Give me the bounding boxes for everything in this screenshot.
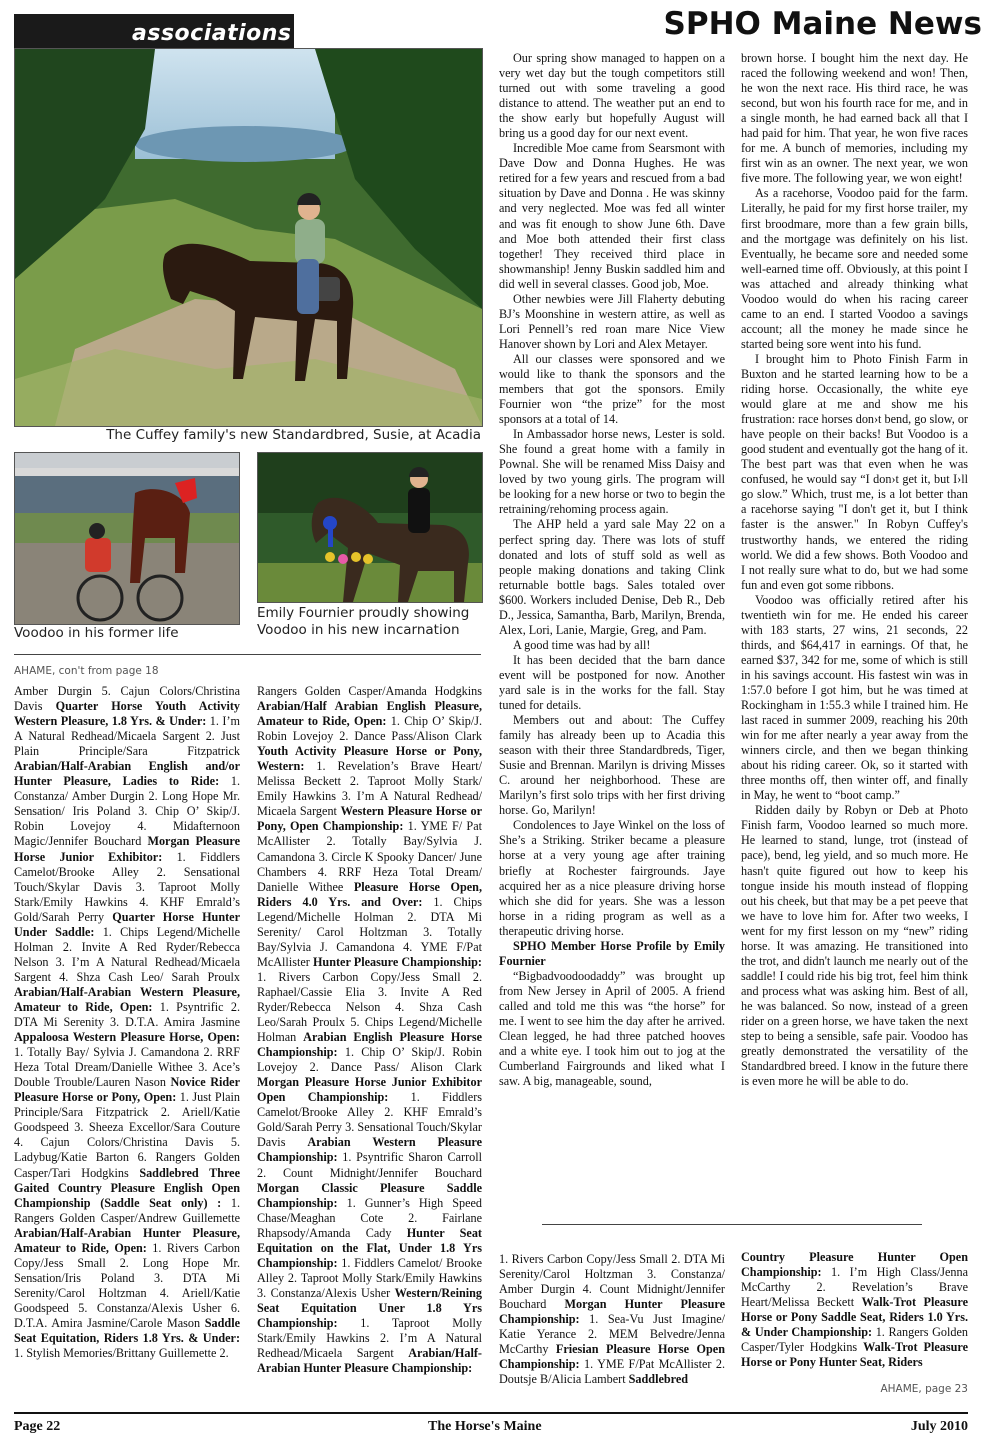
show-photo	[257, 452, 483, 603]
footer-publication: The Horse's Maine	[428, 1419, 542, 1434]
show-photo-caption-line2: Voodoo in his new incarnation	[257, 622, 460, 638]
footer-date: July 2010	[910, 1419, 968, 1434]
article-column-1: Our spring show managed to happen on a very wet day but the tough competitors still turned out with some traveling a good distance to attend. The weather put an end to the show early but hopefully August will bring us a good day for our next event. Incredible Moe came from Searsmont with Dave Dow and Donna Hughes. He was retired for a few years and rescued from a bad situation by Dave and Donna . He was skinny and very neglected. Moe was fed all winter and was fit enough to show June 6th. Dave and Moe both attended their first class together! They received third place in showmanship! Jenny Buskin saddled him and did well in several classes. Good job, Moe. Other newbies were Jill Flaherty debuting BJ’s Moonshine in western attire, as well as Lori Pennell’s red roan mare Nice View Hanover shown by Lori and Alex Metayer. All our classes were sponsored and we would like to thank the sponsors and the members that got the sponsors. Emily Fournier won “the prize” for the most sponsors at a total of 14. In Ambassador horse news, Lester is sold. She found a great home with a family in Pownal. She will be renamed Miss Daisy and loved by two young girls. The program will be looking for a new horse or two to begin the retraining/rehoming process again. The AHP held a yard sale May 22 on a perfect spring day. There was lots of stuff donated and lots of stuff sold as well as people making donations and taking Clink returnable bottle bags. Sales totaled over $600. Workers included Denise, Deb R., Deb D., Jessica, Samantha, Barb, Marilyn, Brenda, Alex, Lori, Lanie, Margie, Greg, and Pam. A good time was had by all! It has been decided that the barn dance event will be postponed for now. Another yard sale is in the works for the fall. Stay tuned for details. Members out and about: The Cuffey family has already been up to Acadia this season with their three Standardbreds, Tiger, Susie and Brennan. Marilyn is driving Misses C. around her neighborhood. These are Marilyn’s first solo trips with her first driving horse. Go, Marilyn! Condolences to Jaye Winkel on the loss of She’s a Striking. Striker became a pleasure horse at a very young age after training briefly at Rochester fairgrounds. Jaye acquired her as a nice pleasure driving horse which she did for years. She was a lesson horse in a riding program as well as a therapeutic driving horse. SPHO Member Horse Profile by Emily Fournier “Bigbadvoodoodaddy” was brought up from New Jersey in April of 2005. A friend called and told me this was “the horse” for me. I went to see him the day after he arrived. Clean legged, he had three patched hooves and a white eye. I took him out to jog at the Cumberland Fairgrounds and liked what I saw. A big, manageable, sound,	[499, 51, 725, 1089]
results-column-2: Rangers Golden Casper/Amanda Hodgkins Arabian/Half Arabian English Pleasure, Amateur to Ride, Open: 1. Chip O’ Skip/J. Robin Lovejoy 2. Dance Pass/Alison Clark Youth Activity Pleasure Horse or Pony, Western: 1. Revelation’s Brave Heart/ Melissa Beckett 2. Taproot Molly Stark/ Emily Hawkins 3. I’m A Natural Redhead/ Micaela Sargent Western Pleasure Horse or Pony, Open Championship: 1. YME F/ Pat McAllister 2. Totally Bay/Sylvia J. Camandona 3. Circle K Spooky Dancer/ June Chambers 4. RRF Heza Total Dream/ Danielle Withee Pleasure Horse Open, Riders 4.0 Yrs. and Over: 1. Chips Legend/Michelle Holman 2. DTA Mi Serenity/ Carol Holtzman 3. Totally Bay/Sylvia J. Camandona 4. YME F/Pat McAllister Hunter Pleasure Championship: 1. Rivers Carbon Copy/Jess Small 2. Raphael/Cassie Elia 3. Invite A Red Ryder/Rebecca Nelson 4. Shza Cash Leo/Sarah Proulx 5. Chips Legend/Michelle Holman Arabian English Pleasure Horse Championship: 1. Chip O’ Skip/J. Robin Lovejoy 2. Dance Pass/ Alison Clark Morgan Pleasure Horse Junior Exhibitor Open Championship: 1. Fiddlers Camelot/Brooke Alley 2. KHF Emrald’s Gold/Sarah Perry 3. Sensational Touch/Skylar Davis Arabian Western Pleasure Championship: 1. Psyntrific Sharon Carroll 2. Count Midnight/Jennifer Bouchard Morgan Classic Pleasure Saddle Championship: 1. Gunner’s High Speed Chase/Meaghan Cote 2. Fairlane Rhapsody/Amanda Cady Hunter Seat Equitation on the Flat, Under 1.8 Yrs Championship: 1. Fiddlers Camelot/ Brooke Alley 2. Taproot Molly Stark/Emily Hawkins 3. Constanza/Alexis Usher Western/Reining Seat Equitation Uner 1.8 Yrs Championship: 1. Taproot Molly Stark/Emily Hawkins 2. I’m A Natural Redhead/Micaela Sargent Arabian/Half-Arabian Hunter Pleasure Championship:	[257, 684, 482, 1376]
racing-photo	[14, 452, 240, 625]
continued-from-label: AHAME, con't from page 18	[14, 665, 159, 677]
results-column-1: Amber Durgin 5. Cajun Colors/Christina Davis Quarter Horse Youth Activity Western Pleasure, 1.8 Yrs. & Under: 1. I’m A Natural Redhead/Micaela Sargent 2. Just Plain Principle/Sara Fitzpatrick Arabian/Half-Arabian English and/or Hunter Pleasure, Ladies to Ride: 1. Constanza/ Amber Durgin 2. Long Hope Mr. Sensation/ Iris Poland 3. Chip O’ Skip/J. Robin Lovejoy 4. Midafternoon Magic/Jennifer Bouchard Morgan Pleasure Horse Junior Exhibitor: 1. Fiddlers Camelot/Brooke Alley 2. Sensational Touch/Skylar Davis 3. Taproot Molly Stark/Emily Hawkins 4. KHF Emrald’s Gold/Sarah Perry Quarter Horse Hunter Under Saddle: 1. Chips Legend/Michelle Holman 2. Invite A Red Ryder/Rebecca Nelson 3. I’m A Natural Redhead/Micaela Sargent 4. Shza Cash Leo/ Sarah Proulx Arabian/Half-Arabian Western Pleasure, Amateur to Ride, Open: 1. Psyntrific 2. DTA Mi Serenity 3. D.T.A. Amira Jasmine Appaloosa Western Pleasure Horse, Open: 1. Totally Bay/ Sylvia J. Camandona 2. RRF Heza Total Dream/Danielle Withee 3. Ace’s Double Trouble/Lauren Nason Novice Rider Pleasure Horse or Pony, Open: 1. Just Plain Principle/Sara Fitzpatrick 2. Ariell/Katie Goodspeed 3. Sheeza Excellor/Sara Couture 4. Cajun Colors/Christina Davis 5. Ladybug/Katie Barton 6. Rangers Golden Casper/Tari Hodgkins Saddlebred Three Gaited Country Pleasure English Open Championship (Saddle Seat only) : 1. Rangers Golden Casper/Andrew Guillemette Arabian/Half-Arabian Hunter Pleasure, Amateur to Ride, Open: 1. Rivers Carbon Copy/Jess Small 2. Long Hope Mr. Sensation/Iris Poland 3. DTA Mi Serenity/Carol Holtzman 4. Ariell/Katie Goodspeed 5. Constanza/Alexis Usher 6. D.T.A. Amira Jasmine/Carole Mason Saddle Seat Equitation, Riders 1.8 Yrs. & Under: 1. Stylish Memories/Brittany Guillemette 2.	[14, 684, 240, 1361]
divider-left	[14, 654, 481, 655]
footer-page-number: Page 22	[14, 1419, 61, 1434]
masthead-title: SPHO Maine News	[663, 6, 982, 42]
results-column-4: Country Pleasure Hunter Open Championship: 1. I’m High Class/Jenna McCarthy 2. Revelation’s Brave Heart/Melissa Beckett Walk-Trot Pleasure Horse or Pony Saddle Seat, Riders 1.0 Yrs. & Under Championship: 1. Rangers Golden Casper/Tyler Hodgkins Walk-Trot Pleasure Horse or Pony Hunter Seat, Riders	[741, 1250, 968, 1370]
show-photo-caption-line1: Emily Fournier proudly showing	[257, 605, 470, 621]
section-label: associations	[132, 21, 292, 46]
divider-right	[542, 1224, 922, 1225]
main-photo-caption: The Cuffey family's new Standardbred, Susie, at Acadia	[106, 427, 481, 443]
main-photo	[14, 48, 483, 427]
results-column-3: 1. Rivers Carbon Copy/Jess Small 2. DTA Mi Serenity/Carol Holtzman 3. Constanza/ Amber Durgin 4. Count Midnight/Jennifer Bouchard Morgan Hunter Pleasure Championship: 1. Sea-Vu Just Imagine/ Katie Yerance 2. MEM Belvedre/Jenna McCarthy Friesian Pleasure Horse Open Championship: 1. YME F/Pat McAllister 2. Doutsje B/Alicia Lambert Saddlebred	[499, 1252, 725, 1387]
continued-on-label: AHAME, page 23	[880, 1383, 968, 1395]
page-footer	[14, 1412, 968, 1440]
article-column-2: brown horse. I bought him the next day. He raced the following weekend and won! Then, he won the next race. His third race, he was second, but won his fourth race for me, and in a single month, he had earned back all that I had paid for him. That year, he won five races for me. A bunch of memories, including my first win as an owner. The next year, we won five more. The following year, we won eight! As a racehorse, Voodoo paid for the farm. Literally, he paid for my first horse trailer, my first broodmare, more than a few grain bills, and the mortgage was definitely on his list. Eventually, he became sore and needed some well-earned time off. Obviously, at this point I was attached and already thinking what Voodoo would do when his racing career came to an end. I started Voodoo a savings account; all the money he made since he started being sore went into his fund. I brought him to Photo Finish Farm in Buxton and he started learning how to be a riding horse. Occasionally, the white eye would glare at me and show me his frustration: race horses don›t bend, go slow, or have people on their backs! But Voodoo is a good student and eventually got the hang of it. The best part was that even when he was confused, he would say “I don›t get it, but I›ll go slow.” Which, trust me, is a lot better than a racehorse saying "I don't get it, but I think faster is the answer." In Robyn Cuffey's trustworthy hands, we entered the riding world. We did a few shows. Both Voodoo and I not really sure what to do, but we had some fun and even got some ribbons. Voodoo was officially retired after his twentieth win for me. He ended his career with 183 starts, 27 wins, 21 seconds, 22 thirds, and $64,417 in earnings. Of that, he earned $37, 342 for me, some of which is still in his savings account. His fastest win was in 1:57.0 before I got him, but he was timed at Rockingham in 1:55.3 while I trained him. He last raced in summer 2009, reaching his 20th win for me after nearly a year away from the winners circle, and then we began thinking about his riding career. Ok, so it started with three months off, then winter off, and finally in May, he went to “boot camp.” Ridden daily by Robyn or Deb at Photo Finish farm, Voodoo learned so much more. He learned to stand, lunge, trot (instead of pace), bend, leg yield, and so much more. He hasn't quite figured out how to keep his tongue inside his mouth instead of flopping out his cheek, but that may be a pet peeve that we have to love him for. After two weeks, I went for my first lesson on my “new” riding horse. It was amazing. He transitioned into the trot, and didn't launch me nearly out of the saddle! I could ride his big trot, feel him think and process what was asking him. Best of all, he was balanced. So now, instead of a green rider on a green horse, we have taken the next step to being a sensible, safe pair. Voodoo has greatly demonstrated the versatility of the Standardbred breed. I know in the future there is even more he will be able to do.	[741, 51, 968, 1089]
racing-photo-caption: Voodoo in his former life	[14, 625, 179, 641]
